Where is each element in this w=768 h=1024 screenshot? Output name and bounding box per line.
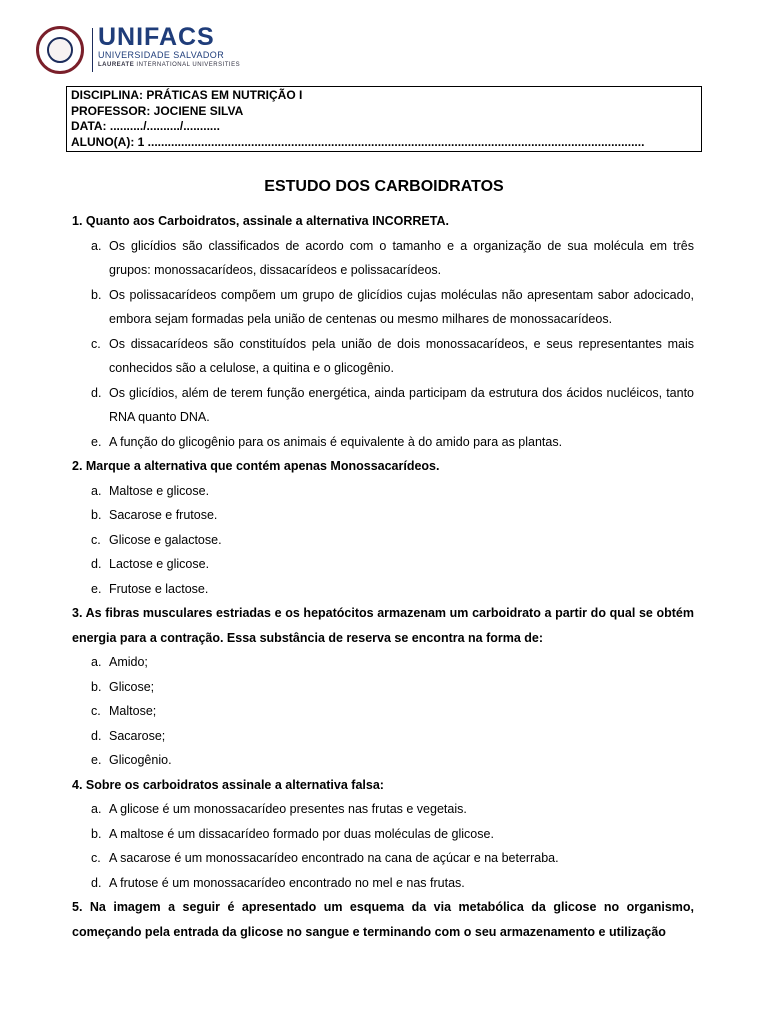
option-letter: b. [91, 679, 102, 694]
option-text: A maltose é um dissacarídeo formado por duas moléculas de glicose. [109, 826, 494, 841]
option-text: Os glicídios são classificados de acordo com o tamanho e a organização de sua molécula em três grupos: monossacarídeos, dissacarídeos e polissacarídeos. [109, 238, 694, 277]
option-letter: a. [91, 802, 102, 816]
option-letter: e. [91, 581, 102, 596]
option-item [72, 552, 694, 577]
option-item [72, 430, 694, 455]
student-line: ALUNO(A): 1 ..................................................................................................................................................... [71, 134, 645, 149]
option-item [72, 283, 694, 332]
header-divider [92, 28, 93, 72]
option-item [72, 332, 694, 381]
option-letter: a. [91, 655, 102, 669]
student-info-box [66, 86, 702, 152]
option-letter: b. [91, 826, 102, 841]
professor-line: PROFESSOR: JOCIENE SILVA [71, 103, 244, 118]
option-item [72, 724, 694, 749]
page-header [36, 24, 736, 72]
option-letter: c. [91, 704, 101, 718]
option-letter: c. [91, 851, 101, 865]
question-3: 3. As fibras musculares estriadas e os hepatócitos armazenam um carboidrato a partir do qual se obtém energia para a contração. Essa substância de reserva se encontra na forma de: [72, 606, 694, 645]
option-letter: d. [91, 385, 102, 400]
date-line: DATA: ........../........../........... [71, 119, 220, 133]
document-title: ESTUDO DOS CARBOIDRATOS [264, 178, 504, 195]
option-item [72, 479, 694, 504]
brand-name: UNIFACS [98, 23, 215, 51]
option-letter: e. [91, 753, 102, 767]
option-item [72, 871, 694, 896]
option-letter: e. [91, 434, 102, 449]
option-text: A sacarose é um monossacarídeo encontrado na cana de açúcar e na beterraba. [109, 851, 559, 865]
option-text: Glicogênio. [109, 753, 172, 767]
option-item [72, 528, 694, 553]
brand-subtitle: UNIVERSIDADE SALVADOR [98, 50, 225, 60]
option-letter: c. [91, 532, 101, 547]
option-text: Frutose e lactose. [109, 581, 209, 596]
option-text: A frutose é um monossacarídeo encontrado no mel e nas frutas. [109, 875, 465, 890]
option-item [72, 381, 694, 430]
option-letter: d. [91, 557, 102, 571]
option-item [72, 822, 694, 847]
question-1: 1. Quanto aos Carboidratos, assinale a alternativa INCORRETA. [72, 214, 449, 228]
option-item [72, 503, 694, 528]
option-text: A função do glicogênio para os animais é equivalente à do amido para as plantas. [109, 434, 563, 449]
laureate-rest: INTERNATIONAL UNIVERSITIES [134, 62, 241, 68]
option-item [72, 748, 694, 773]
brand-laureate [98, 61, 298, 69]
questions-list [72, 209, 694, 944]
option-letter: a. [91, 483, 102, 498]
option-text: Sacarose; [109, 728, 166, 743]
option-item [72, 650, 694, 675]
laureate-word: LAUREATE [98, 62, 135, 68]
option-item [72, 577, 694, 602]
option-item [72, 699, 694, 724]
option-text: Os glicídios, além de terem função energética, ainda participam da estrutura dos ácidos nucléicos, tanto RNA quanto DNA. [109, 385, 694, 424]
option-text: Lactose e glicose. [109, 557, 210, 571]
option-text: Os polissacarídeos compõem um grupo de glicídios cujas moléculas não apresentam sabor adocicado, embora sejam formadas pela união de centenas ou mesmo milhares de monossacarídeos. [109, 287, 694, 326]
option-text: Sacarose e frutose. [109, 508, 218, 522]
option-item [72, 797, 694, 822]
option-item [72, 234, 694, 283]
option-text: Maltose e glicose. [109, 483, 210, 498]
question-4: 4. Sobre os carboidratos assinale a alternativa falsa: [72, 777, 384, 792]
option-letter: c. [91, 336, 101, 351]
option-text: Glicose; [109, 679, 155, 694]
discipline-line: DISCIPLINA: PRÁTICAS EM NUTRIÇÃO I [71, 88, 303, 102]
option-letter: a. [91, 238, 102, 253]
question-5: 5. Na imagem a seguir é apresentado um esquema da via metabólica da glicose no organismo, começando pela entrada da glicose no sangue e terminando com o seu armazenamento e utilização [72, 900, 694, 939]
university-seal-icon [36, 26, 84, 74]
option-text: Amido; [109, 655, 148, 669]
option-text: Glicose e galactose. [109, 532, 222, 547]
option-item [72, 846, 694, 871]
question-2: 2. Marque a alternativa que contém apenas Monossacarídeos. [72, 459, 440, 473]
option-letter: b. [91, 508, 102, 522]
option-item [72, 675, 694, 700]
brand-logo [98, 24, 298, 69]
option-text: Maltose; [109, 704, 157, 718]
option-text: Os dissacarídeos são constituídos pela união de dois monossacarídeos, e seus representantes mais conhecidos são a celulose, a quitina e o glicogênio. [109, 336, 694, 375]
option-letter: d. [91, 875, 102, 890]
option-letter: d. [91, 728, 102, 743]
option-text: A glicose é um monossacarídeo presentes nas frutas e vegetais. [109, 802, 467, 816]
option-letter: b. [91, 287, 102, 302]
